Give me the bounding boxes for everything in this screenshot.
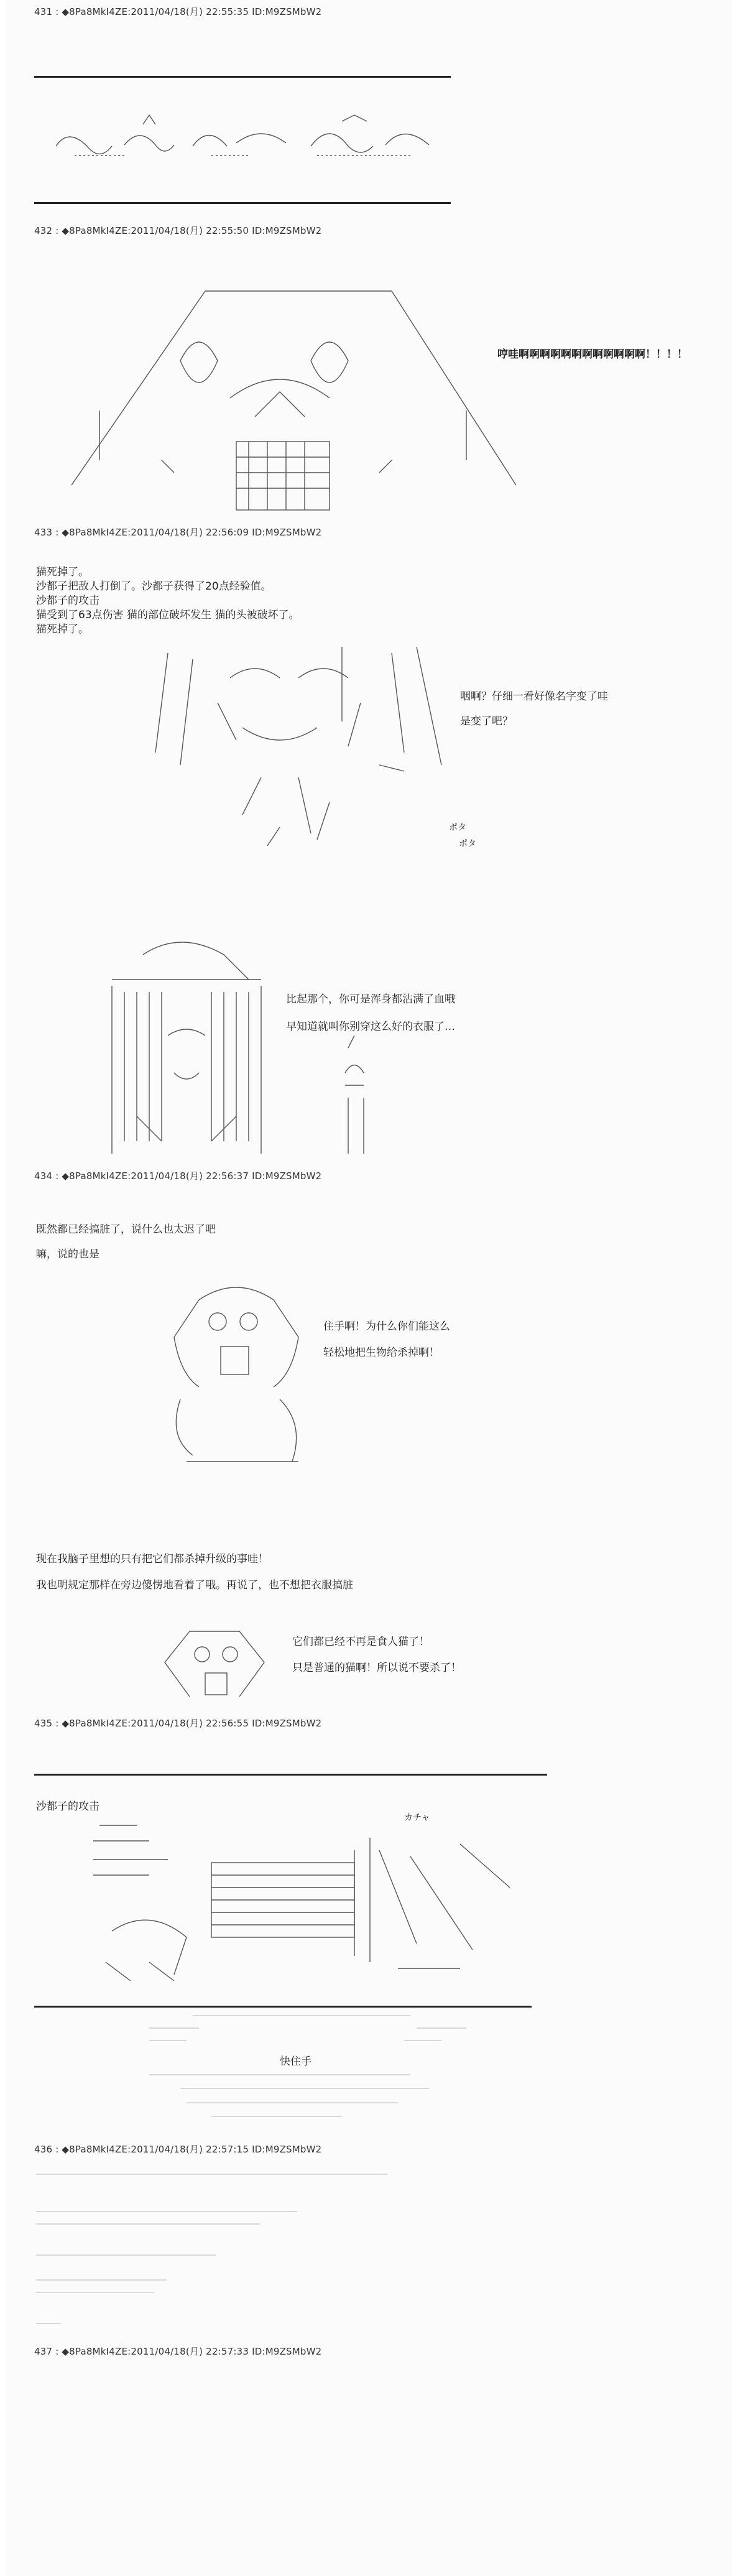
speech-line: 它们都已经不再是食人猫了！: [292, 1636, 430, 1648]
faint-line: [404, 2040, 441, 2041]
post-header: 433 : ◆8Pa8MkI4ZE:2011/04/18(月) 22:56:09 ID:M9ZSMbW2: [34, 527, 322, 538]
divider: [34, 76, 451, 78]
speech-line: 比起那个，你可是浑身都沾满了血哦: [286, 993, 455, 1006]
narration-line: 猫死掉了。: [36, 623, 89, 636]
faint-line: [187, 2102, 398, 2103]
ascii-art-character-d: [152, 1626, 277, 1704]
post-header: 434 : ◆8Pa8MkI4ZE:2011/04/18(月) 22:56:37 ID:M9ZSMbW2: [34, 1170, 322, 1182]
faint-line: [36, 2323, 61, 2324]
faint-line: [36, 2279, 167, 2281]
post-header: 431 : ◆8Pa8MkI4ZE:2011/04/18(月) 22:55:35 ID:M9ZSMbW2: [34, 6, 322, 17]
faint-line: [149, 2074, 410, 2075]
ascii-art-screaming-face: [68, 286, 516, 516]
narration-line: 猫死掉了。: [36, 566, 89, 578]
narration-line: 现在我脑子里想的只有把它们都杀掉升级的事哇！: [36, 1553, 269, 1565]
narration-line: 我也明规定那样在旁边傻愣地看着了哦。再说了，也不想把衣服搞脏: [36, 1579, 353, 1591]
ascii-art-character-c: [155, 1287, 323, 1474]
faint-line: [36, 2292, 154, 2293]
ascii-art-character-a: [155, 641, 466, 852]
faint-line: [180, 2088, 429, 2089]
divider: [34, 1774, 547, 1776]
speech-line: 咽啊？仔细一看好像名字变了哇: [460, 690, 608, 703]
faint-line: [36, 2223, 260, 2225]
narration-line: 既然都已经搞脏了，说什么也太迟了吧: [36, 1223, 216, 1236]
narration-line: 沙都子的攻击: [36, 595, 99, 607]
narration-line: 嘛，说的也是: [36, 1248, 99, 1261]
faint-line: [36, 2211, 297, 2212]
faint-line: [193, 2015, 410, 2016]
faint-line: [149, 2027, 199, 2029]
ascii-art-character-b: [99, 930, 448, 1154]
faint-line: [36, 2254, 216, 2256]
ascii-art-attack-scene: [87, 1813, 535, 1999]
speech-line: 只是普通的猫啊！所以说不要杀了！: [292, 1662, 461, 1674]
sfx-text: カチャ: [404, 1813, 430, 1823]
page: [6, 0, 732, 2576]
faint-line: [211, 2116, 342, 2117]
faint-line: [149, 2040, 187, 2041]
divider: [34, 2006, 532, 2008]
divider: [34, 202, 451, 204]
ascii-art-faces: [50, 109, 448, 165]
speech-stop: 快住手: [280, 2055, 311, 2068]
faint-line: [417, 2027, 466, 2029]
post-header: 436 : ◆8Pa8MkI4ZE:2011/04/18(月) 22:57:15 ID:M9ZSMbW2: [34, 2144, 322, 2155]
sfx-text: ポタ: [459, 839, 476, 849]
post-header: 432 : ◆8Pa8MkI4ZE:2011/04/18(月) 22:55:50 ID:M9ZSMbW2: [34, 225, 322, 236]
post-header: 435 : ◆8Pa8MkI4ZE:2011/04/18(月) 22:56:55 ID:M9ZSMbW2: [34, 1718, 322, 1729]
post-header: 437 : ◆8Pa8MkI4ZE:2011/04/18(月) 22:57:33 ID:M9ZSMbW2: [34, 2346, 322, 2357]
speech-line: 住手啊！为什么你们能这么: [323, 1320, 450, 1333]
sfx-text: ポタ: [449, 823, 466, 833]
speech-line: 轻松地把生物给杀掉啊！: [323, 1346, 440, 1359]
narration-line: 沙都子把敌人打倒了。沙都子获得了20点经验值。: [36, 580, 272, 593]
faint-line: [36, 2174, 387, 2175]
narration-line: 沙都子的攻击: [36, 1800, 99, 1813]
speech-line: 是变了吧？: [460, 715, 513, 728]
narration-line: 猫受到了63点伤害 猫的部位破坏发生 猫的头被破坏了。: [36, 609, 300, 621]
speech-line: 早知道就叫你别穿这么好的衣服了…: [286, 1021, 455, 1033]
speech-shout: 哼哇啊啊啊啊啊啊啊啊啊啊啊啊！！！！: [497, 348, 688, 361]
